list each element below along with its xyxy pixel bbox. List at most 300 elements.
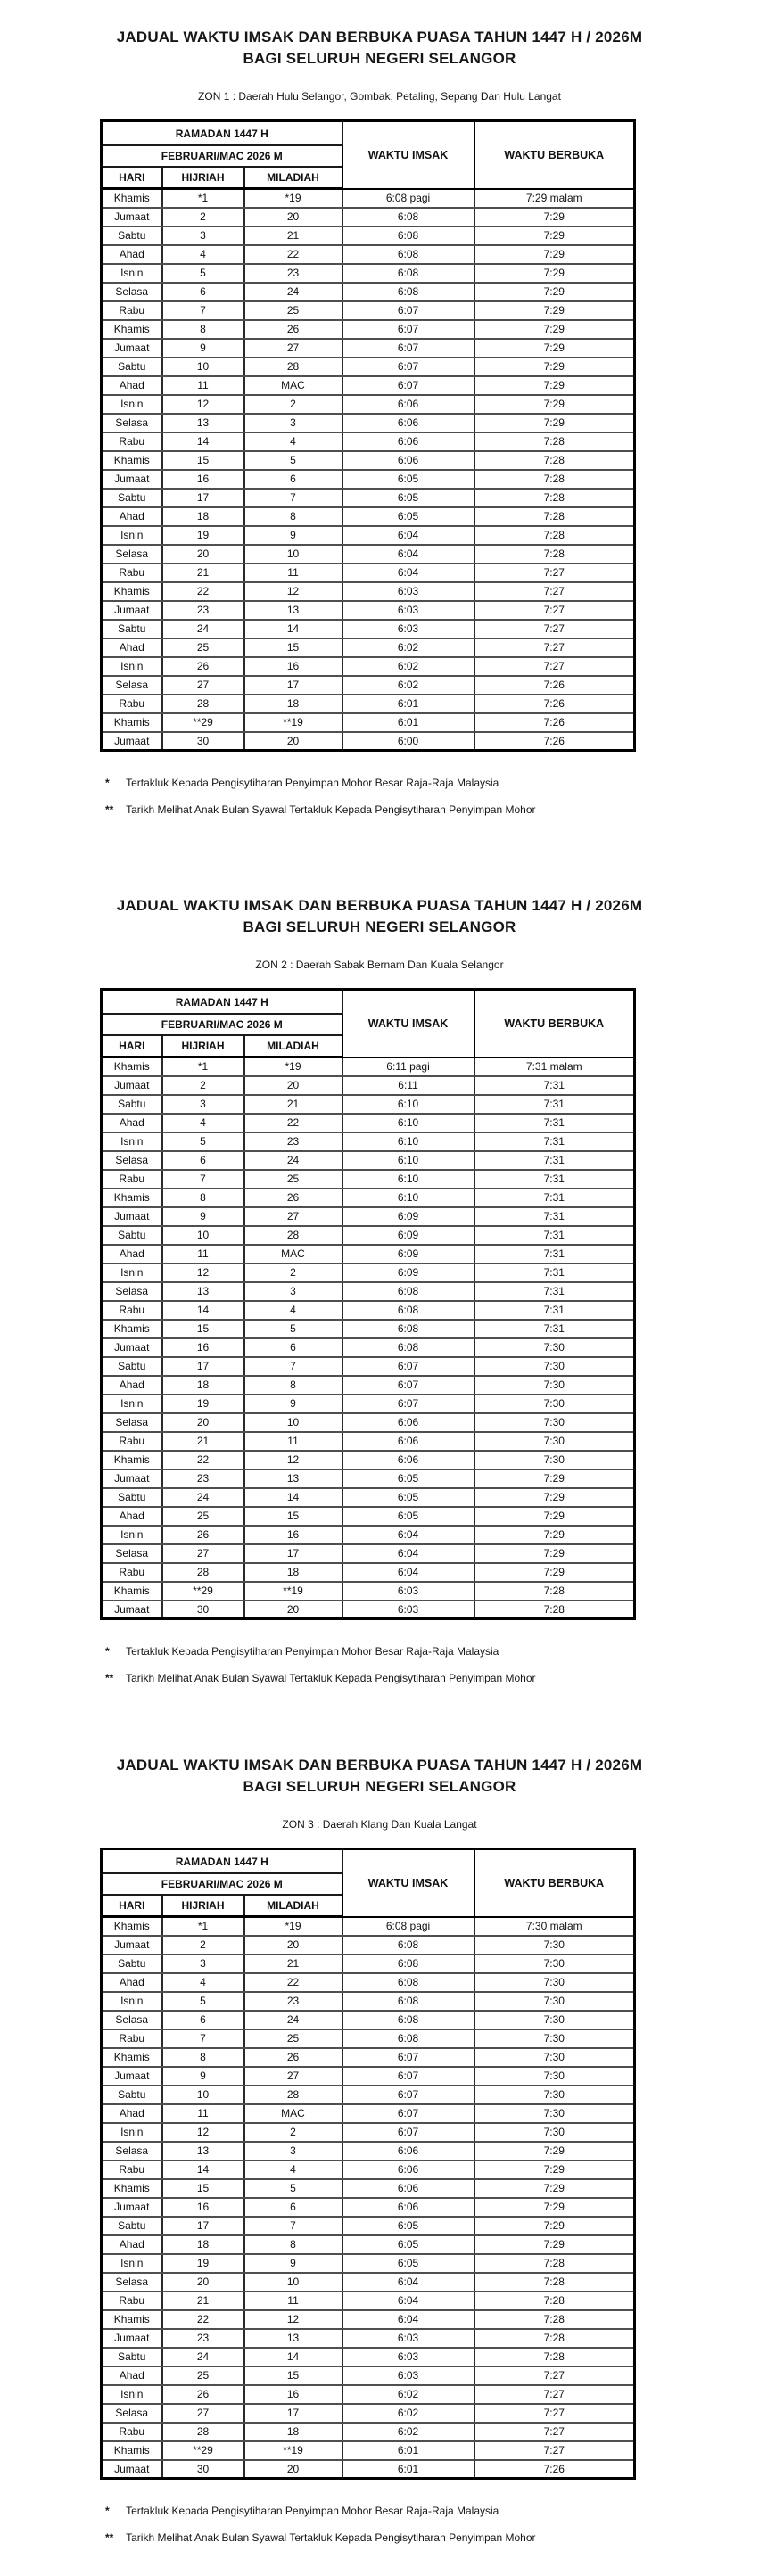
cell-hijriah: 19 [162,526,244,545]
cell-hijriah: 7 [162,301,244,320]
cell-waktu-berbuka: 7:29 [474,2198,635,2217]
cell-waktu-berbuka: 7:29 [474,1563,635,1582]
cell-hari: Ahad [102,2366,162,2385]
cell-waktu-imsak: 6:08 pagi [342,189,474,208]
cell-hijriah: 15 [162,1320,244,1338]
cell-waktu-imsak: 6:02 [342,657,474,676]
cell-waktu-berbuka: 7:30 [474,1395,635,1413]
cell-hijriah: 17 [162,2217,244,2235]
table-row [102,2104,635,2123]
cell-hari: Jumaat [102,1936,162,1955]
cell-waktu-imsak: 6:02 [342,2404,474,2423]
zone-1-label: ZON 1 : Daerah Hulu Selangor, Gombak, Petaling, Sepang Dan Hulu Langat [198,90,561,103]
zone-2-label: ZON 2 : Daerah Sabak Bernam Dan Kuala Selangor [255,959,504,971]
table-row [102,2217,635,2235]
table-row [102,2011,635,2029]
table-row [102,1451,635,1469]
cell-waktu-berbuka: 7:29 [474,245,635,264]
cell-hari: Sabtu [102,2217,162,2235]
table-row [102,2029,635,2048]
table-row [102,451,635,470]
cell-waktu-berbuka: 7:29 [474,376,635,395]
cell-hari: Khamis [102,320,162,339]
cell-waktu-imsak: 6:02 [342,676,474,695]
cell-hijriah: 18 [162,1376,244,1395]
table-row [102,264,635,283]
cell-waktu-imsak: 6:06 [342,395,474,414]
cell-hari: Isnin [102,264,162,283]
cell-hijriah: 2 [162,1936,244,1955]
miladiah-column-header: MILADIAH [244,1895,342,1917]
cell-hijriah: 23 [162,2329,244,2348]
cell-hijriah: 19 [162,2254,244,2273]
cell-hijriah: 18 [162,507,244,526]
cell-waktu-berbuka: 7:30 [474,2011,635,2029]
table-row [102,1432,635,1451]
cell-hijriah: 14 [162,2160,244,2179]
cell-waktu-berbuka: 7:27 [474,582,635,601]
cell-hijriah: 20 [162,2273,244,2292]
cell-hari: Ahad [102,507,162,526]
cell-miladiah: 8 [244,1376,342,1395]
cell-hijriah: *1 [162,189,244,208]
cell-hari: Rabu [102,1432,162,1451]
cell-hari: Isnin [102,1132,162,1151]
cell-hari: Khamis [102,2048,162,2067]
table-row [102,620,635,638]
footnote-anak-bulan [105,2531,759,2545]
cell-miladiah: 13 [244,2329,342,2348]
cell-waktu-berbuka: 7:27 [474,657,635,676]
cell-waktu-imsak: 6:04 [342,2273,474,2292]
hari-column-header: HARI [102,167,162,189]
cell-hijriah: 22 [162,1451,244,1469]
cell-waktu-imsak: 6:08 [342,1301,474,1320]
cell-waktu-berbuka: 7:30 [474,2029,635,2048]
cell-hijriah: 19 [162,1395,244,1413]
cell-hari: Isnin [102,1526,162,1544]
title-line-2: BAGI SELURUH NEGERI SELANGOR [243,1778,516,1795]
cell-hari: Jumaat [102,2067,162,2086]
cell-waktu-berbuka: 7:29 [474,1526,635,1544]
cell-hijriah: 23 [162,601,244,620]
cell-hijriah: 7 [162,2029,244,2048]
cell-miladiah: 28 [244,2086,342,2104]
cell-hari: Khamis [102,713,162,732]
cell-hari: Rabu [102,2160,162,2179]
cell-miladiah: 2 [244,2123,342,2142]
cell-miladiah: 10 [244,2273,342,2292]
cell-miladiah: 18 [244,2423,342,2441]
table-row [102,1357,635,1376]
cell-waktu-imsak: 6:08 [342,1338,474,1357]
cell-hari: Selasa [102,1413,162,1432]
cell-miladiah: 23 [244,1992,342,2011]
table-row [102,1992,635,2011]
cell-miladiah: 20 [244,1076,342,1095]
cell-miladiah: 14 [244,2348,342,2366]
table-row [102,582,635,601]
cell-miladiah: 17 [244,676,342,695]
table-row [102,1413,635,1432]
cell-miladiah: 12 [244,582,342,601]
cell-waktu-imsak: 6:04 [342,526,474,545]
cell-waktu-imsak: 6:10 [342,1095,474,1114]
table-row [102,1076,635,1095]
cell-miladiah: 16 [244,2385,342,2404]
table-row [102,695,635,713]
cell-hari: Isnin [102,2254,162,2273]
cell-hari: Selasa [102,2273,162,2292]
table-row [102,283,635,301]
zone-2-section [0,895,759,1685]
miladiah-column-header: MILADIAH [244,167,342,189]
cell-waktu-imsak: 6:09 [342,1245,474,1263]
cell-hijriah: 20 [162,545,244,564]
table-row [102,2235,635,2254]
cell-waktu-berbuka: 7:31 [474,1320,635,1338]
waktu-imsak-header: WAKTU IMSAK [342,990,474,1058]
cell-waktu-imsak: 6:03 [342,2348,474,2366]
cell-miladiah: 21 [244,1955,342,1973]
cell-hijriah: 4 [162,1114,244,1132]
cell-waktu-imsak: 6:00 [342,732,474,751]
cell-hijriah: 21 [162,1432,244,1451]
double-asterisk-marker: ** [105,1672,114,1684]
cell-waktu-imsak: 6:05 [342,1488,474,1507]
cell-waktu-imsak: 6:02 [342,638,474,657]
cell-waktu-berbuka: 7:26 [474,695,635,713]
cell-miladiah: 15 [244,2366,342,2385]
cell-miladiah: 21 [244,1095,342,1114]
footnote-mohor-besar [105,777,759,790]
cell-waktu-berbuka: 7:31 malam [474,1058,635,1076]
cell-hari: Sabtu [102,226,162,245]
cell-miladiah: *19 [244,189,342,208]
cell-waktu-berbuka: 7:30 [474,1973,635,1992]
cell-hari: Ahad [102,1376,162,1395]
cell-waktu-berbuka: 7:29 [474,226,635,245]
cell-miladiah: 9 [244,1395,342,1413]
cell-miladiah: 21 [244,226,342,245]
title-line-1: JADUAL WAKTU IMSAK DAN BERBUKA PUASA TAHUN 1447 H / 2026M [116,897,643,914]
cell-hijriah: 9 [162,1207,244,1226]
waktu-imsak-header: WAKTU IMSAK [342,121,474,189]
cell-waktu-imsak: 6:06 [342,2198,474,2217]
cell-waktu-berbuka: 7:27 [474,2385,635,2404]
table-row [102,526,635,545]
table-row [102,1095,635,1114]
cell-waktu-imsak: 6:08 [342,283,474,301]
table-row [102,1955,635,1973]
cell-hari: Isnin [102,2385,162,2404]
table-row [102,432,635,451]
cell-waktu-berbuka: 7:28 [474,1601,635,1619]
cell-waktu-imsak: 6:07 [342,2104,474,2123]
cell-waktu-imsak: 6:04 [342,1563,474,1582]
cell-miladiah: 6 [244,1338,342,1357]
table-row [102,1544,635,1563]
table-row [102,1151,635,1170]
cell-hari: Rabu [102,564,162,582]
cell-hari: Sabtu [102,1488,162,1507]
cell-hari: Khamis [102,2179,162,2198]
table-row [102,2366,635,2385]
cell-waktu-imsak: 6:06 [342,451,474,470]
cell-hijriah: 26 [162,1526,244,1544]
cell-hari: Jumaat [102,1207,162,1226]
cell-hijriah: 22 [162,2310,244,2329]
cell-hari: Jumaat [102,601,162,620]
cell-hijriah: 18 [162,2235,244,2254]
cell-miladiah: 17 [244,2404,342,2423]
cell-waktu-imsak: 6:06 [342,1413,474,1432]
cell-hijriah: 3 [162,1955,244,1973]
cell-waktu-imsak: 6:08 [342,2011,474,2029]
cell-waktu-berbuka: 7:29 [474,1469,635,1488]
cell-miladiah: MAC [244,376,342,395]
cell-waktu-berbuka: 7:28 [474,1582,635,1601]
cell-waktu-imsak: 6:10 [342,1114,474,1132]
cell-miladiah: 14 [244,1488,342,1507]
cell-hijriah: 20 [162,1413,244,1432]
cell-waktu-imsak: 6:04 [342,2292,474,2310]
cell-waktu-imsak: 6:08 [342,264,474,283]
cell-waktu-berbuka: 7:31 [474,1189,635,1207]
cell-waktu-berbuka: 7:28 [474,2292,635,2310]
cell-waktu-berbuka: 7:31 [474,1114,635,1132]
table-row [102,395,635,414]
cell-hari: Rabu [102,2292,162,2310]
table-row [102,2404,635,2423]
cell-waktu-berbuka: 7:30 malam [474,1917,635,1936]
cell-hari: Selasa [102,2404,162,2423]
zone-1-section [0,0,759,817]
cell-hijriah: 5 [162,1132,244,1151]
table-row [102,2123,635,2142]
cell-hari: Isnin [102,2123,162,2142]
double-asterisk-marker: ** [105,2531,114,2544]
cell-hari: Jumaat [102,732,162,751]
cell-hari: Jumaat [102,2460,162,2479]
cell-hijriah: 14 [162,432,244,451]
cell-miladiah: 6 [244,2198,342,2217]
cell-hijriah: 2 [162,1076,244,1095]
cell-hijriah: 11 [162,1245,244,1263]
cell-hijriah: 24 [162,620,244,638]
cell-waktu-berbuka: 7:27 [474,2423,635,2441]
cell-waktu-berbuka: 7:29 [474,1544,635,1563]
cell-waktu-berbuka: 7:27 [474,620,635,638]
cell-hijriah: 28 [162,2423,244,2441]
cell-miladiah: *19 [244,1917,342,1936]
cell-hijriah: 9 [162,339,244,358]
cell-waktu-imsak: 6:07 [342,2123,474,2142]
single-asterisk-marker: * [105,2505,110,2517]
cell-miladiah: 14 [244,620,342,638]
cell-waktu-imsak: 6:06 [342,1432,474,1451]
cell-miladiah: 13 [244,601,342,620]
cell-hijriah: 6 [162,283,244,301]
cell-hari: Rabu [102,1563,162,1582]
cell-miladiah: 5 [244,1320,342,1338]
cell-miladiah: 27 [244,1207,342,1226]
waktu-berbuka-header: WAKTU BERBUKA [474,990,635,1058]
cell-hijriah: **29 [162,2441,244,2460]
cell-miladiah: 20 [244,1936,342,1955]
cell-hijriah: *1 [162,1058,244,1076]
hijriah-column-header: HIJRIAH [162,1895,244,1917]
cell-waktu-imsak: 6:09 [342,1263,474,1282]
table-row [102,601,635,620]
cell-hijriah: 10 [162,2086,244,2104]
cell-waktu-berbuka: 7:28 [474,2273,635,2292]
cell-miladiah: 4 [244,432,342,451]
cell-hari: Selasa [102,1151,162,1170]
cell-waktu-berbuka: 7:27 [474,564,635,582]
cell-miladiah: 27 [244,2067,342,2086]
cell-hijriah: 21 [162,564,244,582]
cell-waktu-berbuka: 7:28 [474,2310,635,2329]
cell-hijriah: 30 [162,1601,244,1619]
cell-waktu-imsak: 6:09 [342,1207,474,1226]
cell-waktu-imsak: 6:01 [342,2441,474,2460]
cell-waktu-imsak: 6:03 [342,601,474,620]
cell-hari: Ahad [102,245,162,264]
title-line-1: JADUAL WAKTU IMSAK DAN BERBUKA PUASA TAHUN 1447 H / 2026M [116,1757,643,1774]
cell-waktu-berbuka: 7:29 [474,320,635,339]
table-row [102,320,635,339]
cell-miladiah: 28 [244,1226,342,1245]
table-row [102,2310,635,2329]
cell-waktu-berbuka: 7:29 [474,264,635,283]
table-row [102,2460,635,2479]
imsak-berbuka-table-zone-1 [100,119,636,752]
cell-miladiah: 24 [244,2011,342,2029]
cell-waktu-imsak: 6:04 [342,545,474,564]
table-row [102,1395,635,1413]
cell-hari: Rabu [102,695,162,713]
table-row [102,564,635,582]
cell-hijriah: 25 [162,2366,244,2385]
zone-3-label: ZON 3 : Daerah Klang Dan Kuala Langat [282,1818,477,1831]
miladiah-column-header: MILADIAH [244,1035,342,1058]
cell-hari: Khamis [102,1917,162,1936]
cell-miladiah: 22 [244,1114,342,1132]
cell-hari: Sabtu [102,1357,162,1376]
cell-miladiah: 15 [244,1507,342,1526]
cell-waktu-imsak: 6:07 [342,2048,474,2067]
cell-waktu-imsak: 6:06 [342,2179,474,2198]
cell-hijriah: **29 [162,1582,244,1601]
cell-waktu-imsak: 6:05 [342,470,474,489]
cell-waktu-berbuka: 7:30 [474,1936,635,1955]
hijriah-column-header: HIJRIAH [162,1035,244,1058]
cell-waktu-berbuka: 7:30 [474,1338,635,1357]
cell-waktu-berbuka: 7:28 [474,545,635,564]
cell-waktu-berbuka: 7:26 [474,732,635,751]
table-row [102,1207,635,1226]
cell-waktu-berbuka: 7:31 [474,1263,635,1282]
cell-hijriah: 27 [162,2404,244,2423]
footnote-anak-bulan [105,803,759,817]
cell-waktu-imsak: 6:01 [342,713,474,732]
cell-waktu-berbuka: 7:31 [474,1282,635,1301]
cell-hijriah: 25 [162,638,244,657]
table-row [102,2441,635,2460]
cell-hari: Jumaat [102,1601,162,1619]
cell-waktu-berbuka: 7:30 [474,1376,635,1395]
table-row [102,189,635,208]
table-row [102,2160,635,2179]
cell-hari: Isnin [102,657,162,676]
cell-waktu-imsak: 6:08 [342,1282,474,1301]
table-row [102,2179,635,2198]
single-asterisk-marker: * [105,777,110,789]
cell-waktu-berbuka: 7:31 [474,1132,635,1151]
cell-hijriah: 10 [162,1226,244,1245]
cell-miladiah: 4 [244,1301,342,1320]
double-asterisk-marker: ** [105,803,114,816]
cell-miladiah: **19 [244,713,342,732]
table-row [102,1245,635,1263]
cell-hijriah: 12 [162,1263,244,1282]
cell-hijriah: 23 [162,1469,244,1488]
cell-hari: Sabtu [102,620,162,638]
cell-miladiah: 25 [244,2029,342,2048]
cell-waktu-berbuka: 7:27 [474,638,635,657]
table-row [102,1338,635,1357]
table-row [102,2067,635,2086]
cell-waktu-berbuka: 7:26 [474,713,635,732]
cell-miladiah: 20 [244,732,342,751]
gregorian-month-header: FEBRUARI/MAC 2026 M [102,145,342,167]
cell-miladiah: 2 [244,395,342,414]
table-row [102,2385,635,2404]
cell-waktu-imsak: 6:10 [342,1132,474,1151]
title-line-1: JADUAL WAKTU IMSAK DAN BERBUKA PUASA TAHUN 1447 H / 2026M [116,29,643,45]
cell-waktu-imsak: 6:05 [342,507,474,526]
cell-waktu-imsak: 6:10 [342,1170,474,1189]
cell-waktu-imsak: 6:06 [342,2142,474,2160]
cell-miladiah: 15 [244,638,342,657]
cell-hari: Rabu [102,301,162,320]
cell-miladiah: MAC [244,2104,342,2123]
cell-waktu-berbuka: 7:31 [474,1076,635,1095]
table-row [102,1936,635,1955]
table-row [102,245,635,264]
title-line-2: BAGI SELURUH NEGERI SELANGOR [243,918,516,935]
cell-hijriah: 11 [162,2104,244,2123]
cell-waktu-imsak: 6:08 [342,226,474,245]
cell-hari: Ahad [102,638,162,657]
cell-waktu-berbuka: 7:30 [474,2067,635,2086]
cell-waktu-imsak: 6:08 [342,1936,474,1955]
cell-hijriah: 13 [162,414,244,432]
table-row [102,1469,635,1488]
cell-waktu-berbuka: 7:28 [474,470,635,489]
cell-waktu-imsak: 6:05 [342,1469,474,1488]
cell-miladiah: 7 [244,1357,342,1376]
cell-waktu-imsak: 6:08 [342,1992,474,2011]
cell-hijriah: 2 [162,208,244,226]
cell-waktu-imsak: 6:11 pagi [342,1058,474,1076]
cell-hari: Selasa [102,283,162,301]
title-line-2: BAGI SELURUH NEGERI SELANGOR [243,50,516,67]
table-row [102,339,635,358]
cell-hijriah: 12 [162,395,244,414]
table-row [102,489,635,507]
